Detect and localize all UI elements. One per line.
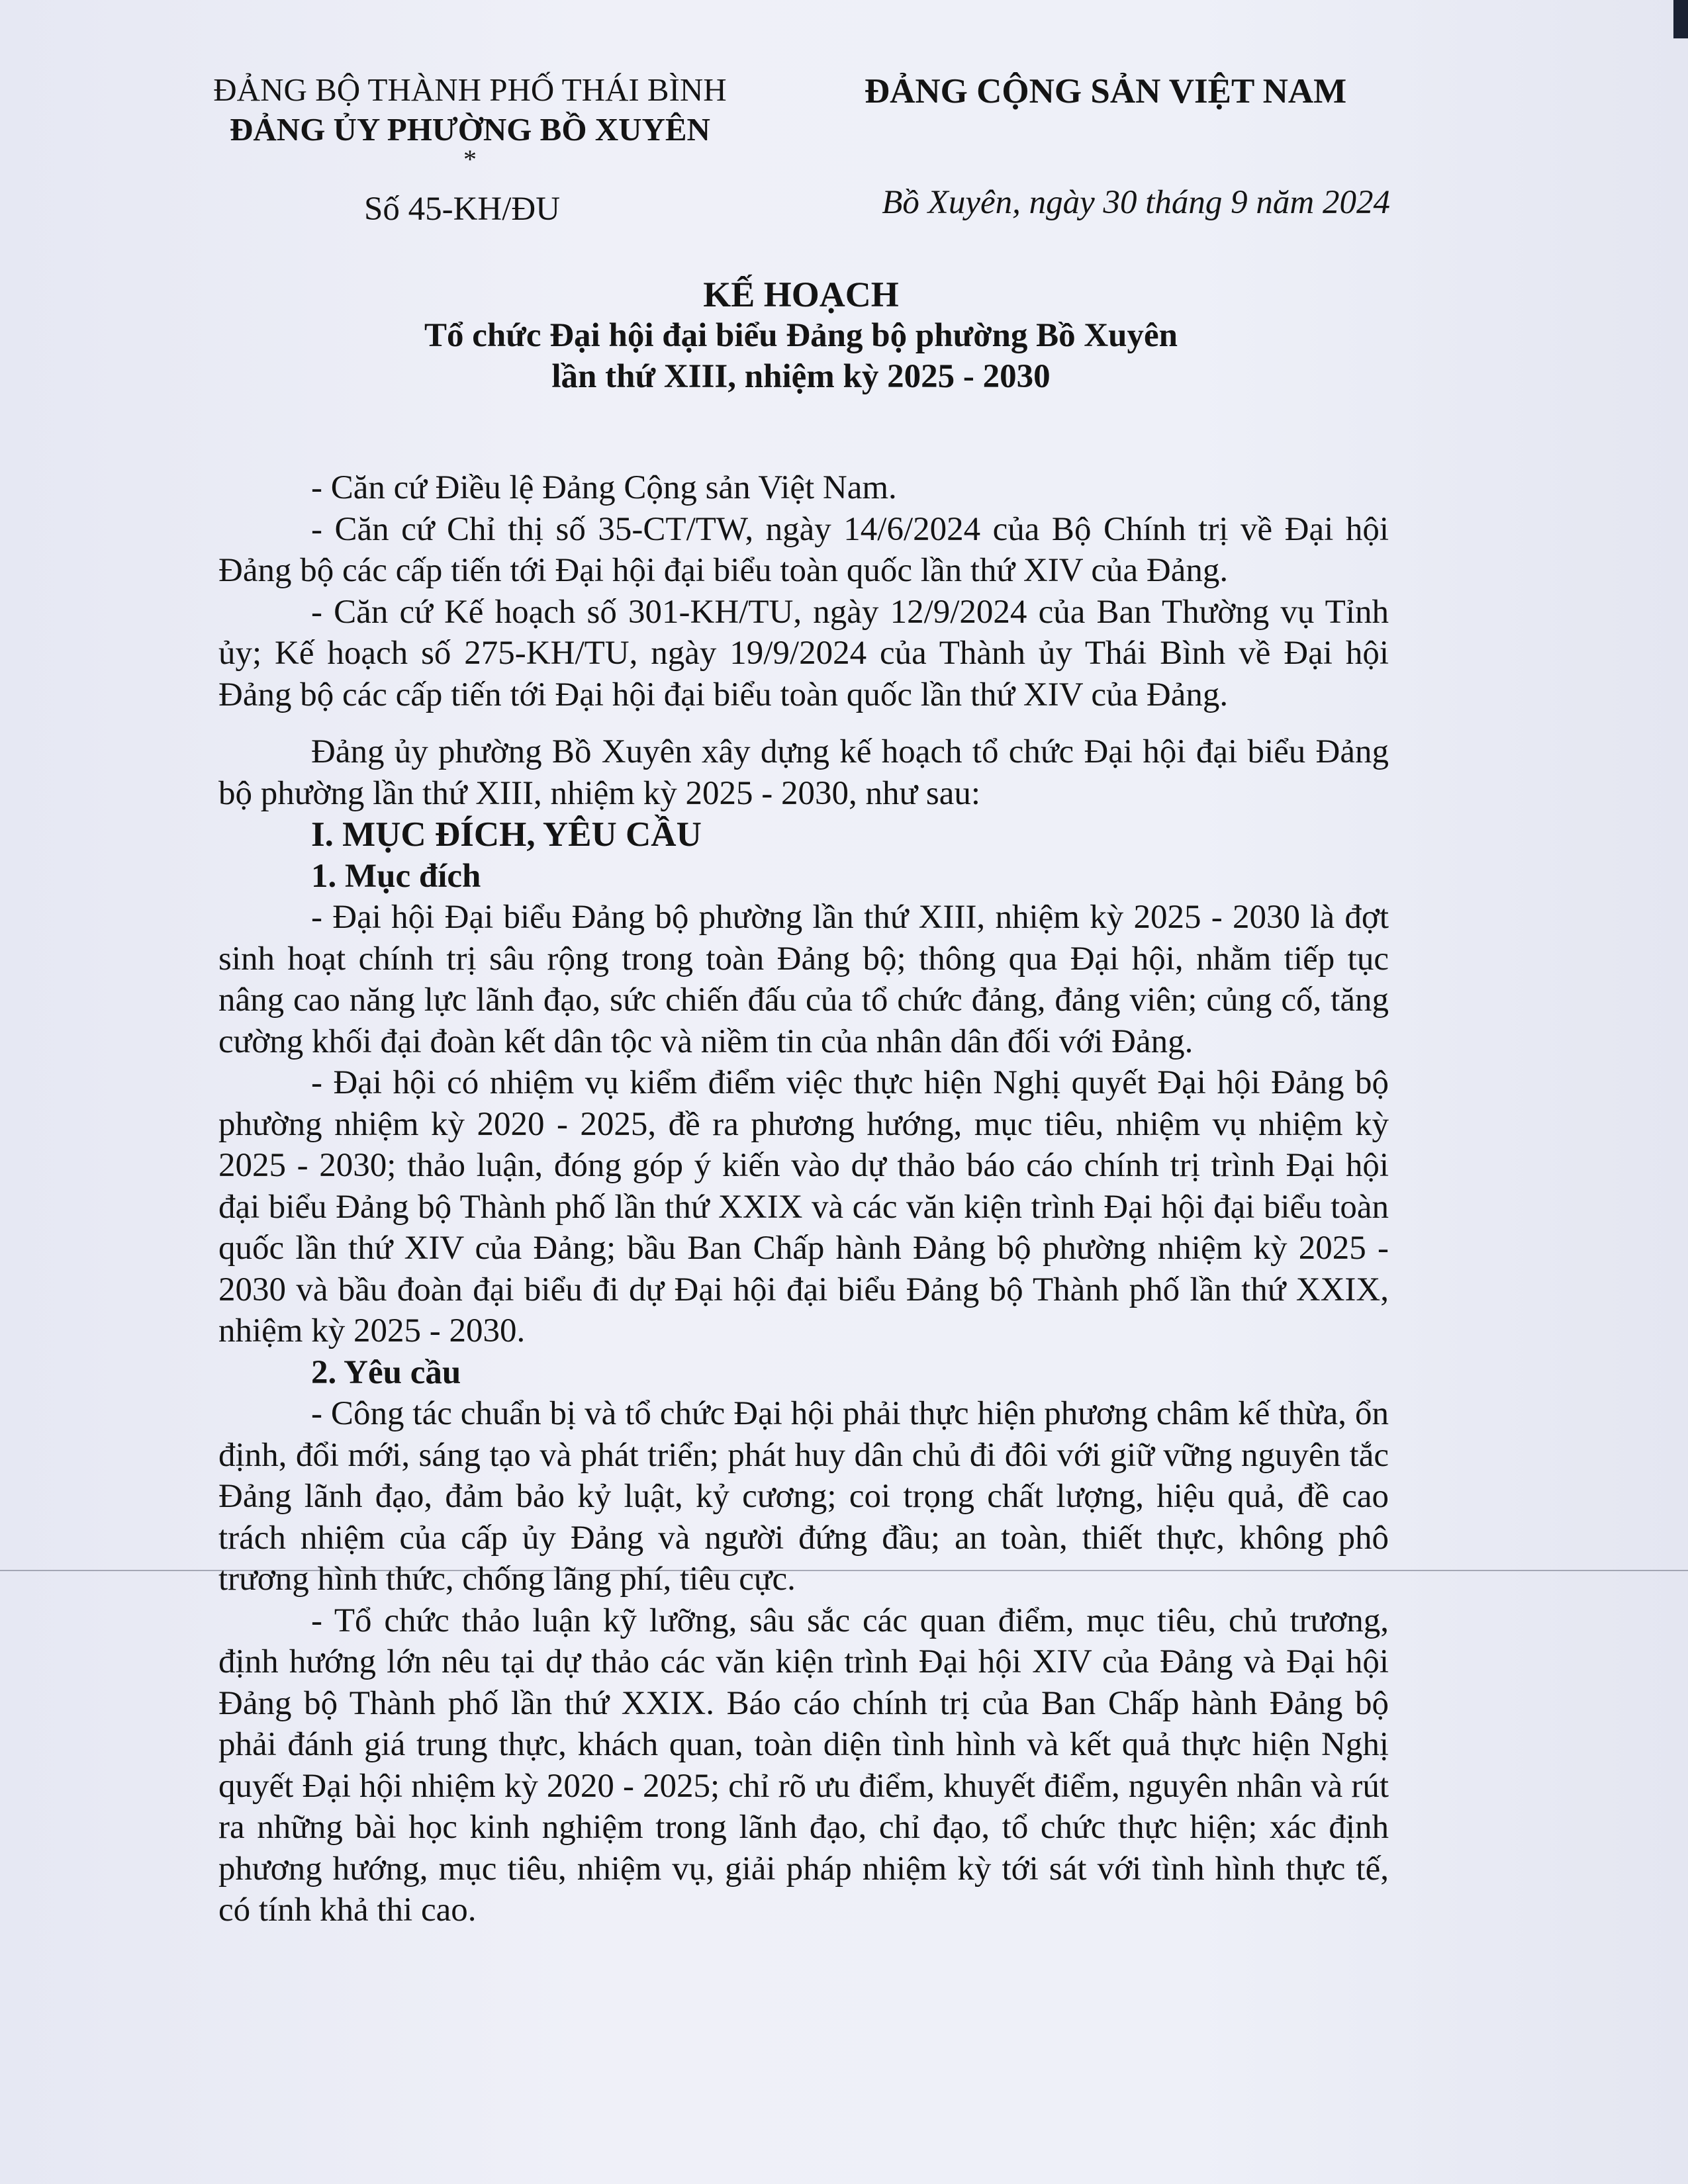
document-number: Số 45-KH/ĐU xyxy=(364,191,561,228)
basis-item: - Căn cứ Chỉ thị số 35-CT/TW, ngày 14/6/2024 của Bộ Chính trị về Đại hội Đảng bộ các cấp tiến tới Đại hội đại biểu toàn quốc lần thứ XIV của Đảng. xyxy=(218,510,1389,589)
place-date: Bồ Xuyên, ngày 30 tháng 9 năm 2024 xyxy=(882,184,1390,221)
purpose-paragraph: - Đại hội có nhiệm vụ kiểm điểm việc thực hiện Nghị quyết Đại hội Đảng bộ phường nhiệm kỳ 2020 - 2025, đề ra phương hướng, mục tiêu, nhiệm vụ nhiệm kỳ 2025 - 2030; thảo luận, đóng góp ý kiến vào dự thảo báo cáo chính trị trình Đại hội đại biểu Đảng bộ Thành phố lần thứ XXIX và các văn kiện trình Đại hội đại biểu toàn quốc lần thứ XIV của Đảng; bầu Ban Chấp hành Đảng bộ phường nhiệm kỳ 2025 - 2030 và bầu đoàn đại biểu đi dự Đại hội đại biểu Đảng bộ Thành phố lần thứ XXIX, nhiệm kỳ 2025 - 2030. xyxy=(218,1064,1389,1349)
purpose-paragraph: - Đại hội Đại biểu Đảng bộ phường lần thứ XIII, nhiệm kỳ 2025 - 2030 là đợt sinh hoạt chính trị sâu rộng trong toàn Đảng bộ; thông qua Đại hội, nhằm tiếp tục nâng cao năng lực lãnh đạo, sức chiến đấu của tổ chức đảng, đảng viên; củng cố, tăng cường khối đại đoàn kết dân tộc và niềm tin của nhân dân đối với Đảng. xyxy=(218,899,1389,1060)
basis-item: - Căn cứ Kế hoạch số 301-KH/TU, ngày 12/9/2024 của Ban Thường vụ Tỉnh ủy; Kế hoạch số 275-KH/TU, ngày 19/9/2024 của Thành ủy Thái Bình về Đại hội Đảng bộ các cấp tiến tới Đại hội đại biểu toàn quốc lần thứ XIV của Đảng. xyxy=(218,593,1389,713)
separator-star: * xyxy=(463,144,477,174)
intro-paragraph: Đảng ủy phường Bồ Xuyên xây dựng kế hoạch tổ chức Đại hội đại biểu Đảng bộ phường lần thứ XIII, nhiệm kỳ 2025 - 2030, như sau: xyxy=(218,733,1389,812)
subject-line-1: Tổ chức Đại hội đại biểu Đảng bộ phường Bồ Xuyên xyxy=(424,317,1178,354)
section-heading: I. MỤC ĐÍCH, YÊU CẦU xyxy=(311,815,702,854)
document-body xyxy=(218,467,1389,1931)
subject-line-2: lần thứ XIII, nhiệm kỳ 2025 - 2030 xyxy=(551,358,1051,395)
purpose-heading: 1. Mục đích xyxy=(311,857,481,895)
requirements-paragraph: - Tổ chức thảo luận kỹ lưỡng, sâu sắc các quan điểm, mục tiêu, chủ trương, định hướng lớn nêu tại dự thảo các văn kiện trình Đại hội XIV của Đảng và Đại hội Đảng bộ Thành phố lần thứ XXIX. Báo cáo chính trị của Ban Chấp hành Đảng bộ phải đánh giá trung thực, khách quan, toàn diện tình hình và kết quả thực hiện Nghị quyết Đại hội nhiệm kỳ 2020 - 2025; chỉ rõ ưu điểm, khuyết điểm, nguyên nhân và rút ra những bài học kinh nghiệm trong lãnh đạo, chỉ đạo, tổ chức thực hiện; xác định phương hướng, mục tiêu, nhiệm vụ, giải pháp nhiệm kỳ tới sát với tình hình thực tế, có tính khả thi cao. xyxy=(218,1602,1389,1929)
org-line-2: ĐẢNG ỦY PHƯỜNG BỒ XUYÊN xyxy=(230,111,710,148)
basis-item: - Căn cứ Điều lệ Đảng Cộng sản Việt Nam. xyxy=(311,469,897,506)
issuing-organization xyxy=(199,70,741,229)
org-line-1: ĐẢNG BỘ THÀNH PHỐ THÁI BÌNH xyxy=(213,71,727,108)
party-name: ĐẢNG CỘNG SẢN VIỆT NAM xyxy=(864,72,1347,111)
document-title xyxy=(218,274,1383,397)
requirements-paragraph: - Công tác chuẩn bị và tổ chức Đại hội phải thực hiện phương châm kế thừa, ổn định, đổi mới, sáng tạo và phát triển; phát huy dân chủ đi đôi với giữ vững nguyên tắc Đảng lãnh đạo, đảm bảo kỷ luật, kỷ cương; coi trọng chất lượng, hiệu quả, đề cao trách nhiệm của cấp ủy Đảng và người đứng đầu; an toàn, thiết thực, không phô trương hình thức, chống lãng phí, tiêu cực. xyxy=(218,1395,1389,1598)
document-type: KẾ HOẠCH xyxy=(703,275,899,314)
requirements-heading: 2. Yêu cầu xyxy=(311,1353,461,1391)
